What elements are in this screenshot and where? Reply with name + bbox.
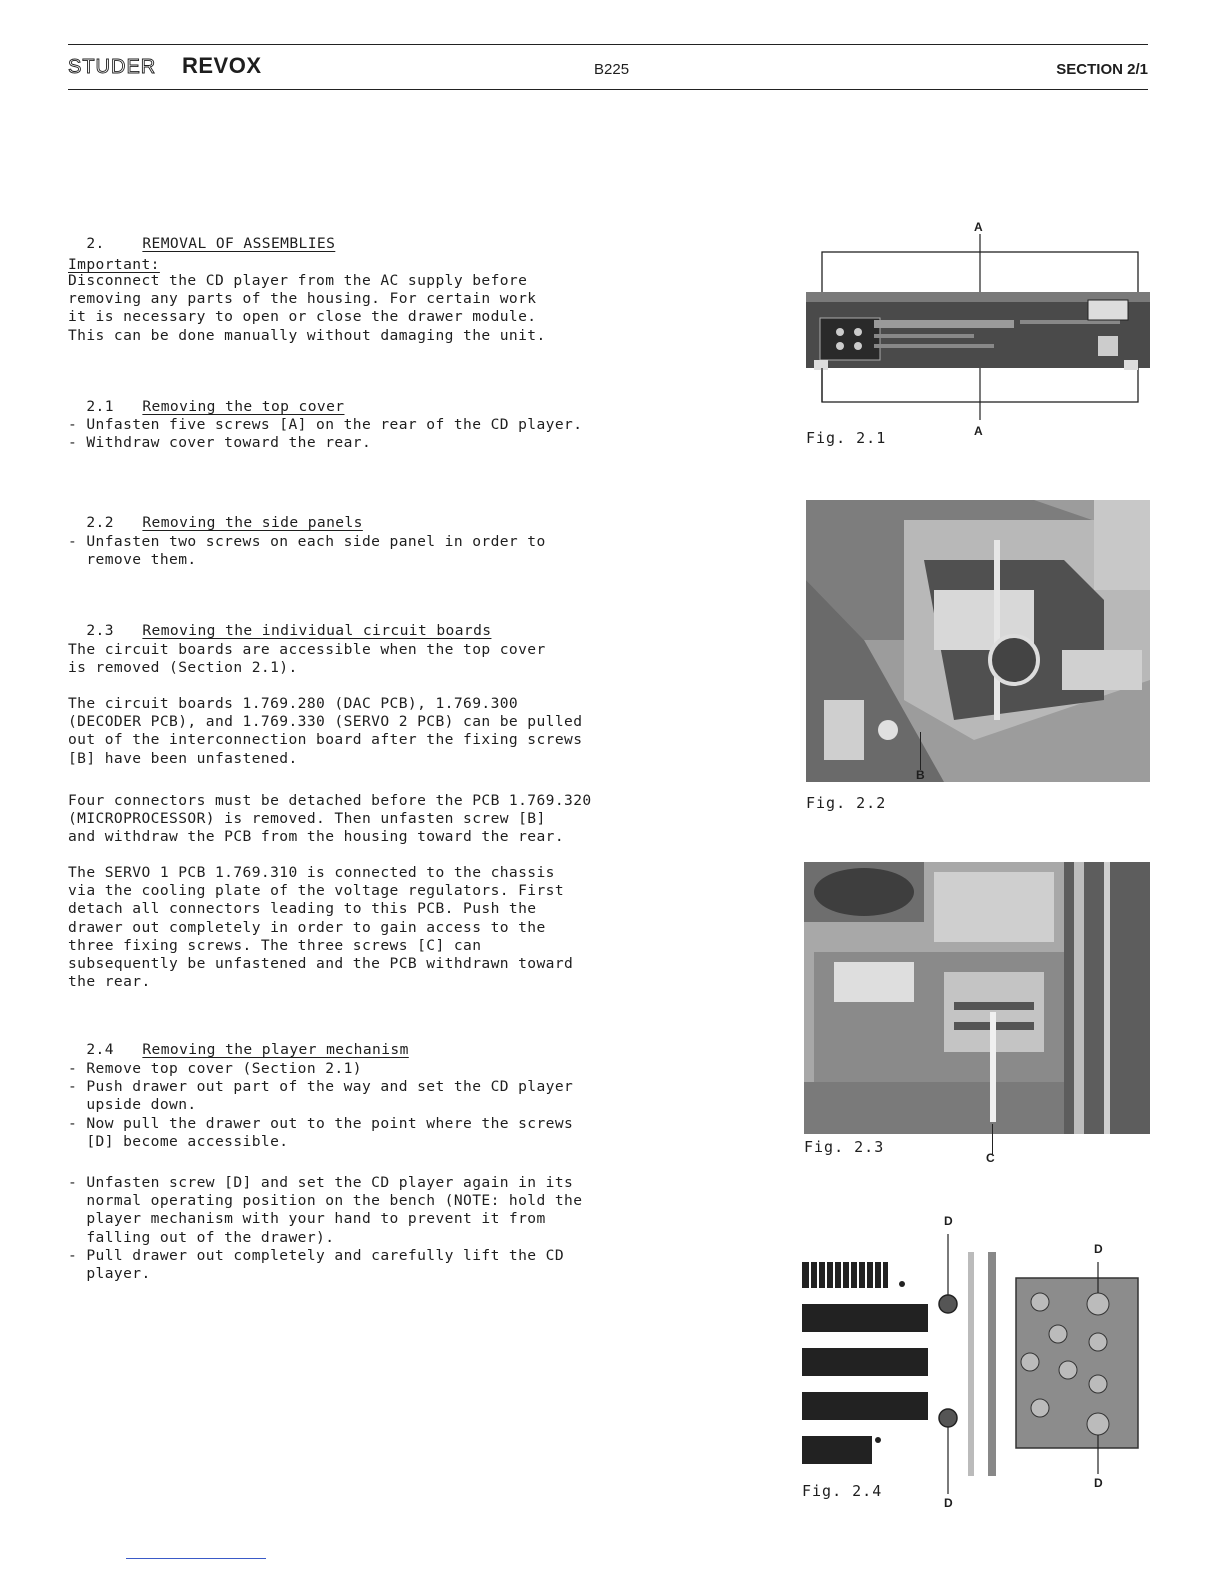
section-number: 2. xyxy=(86,235,105,252)
header-top-rule xyxy=(68,44,1148,45)
callout-d-top-left: D xyxy=(944,1214,953,1228)
figure-2-1-caption: Fig. 2.1 xyxy=(806,429,887,447)
mechanism-screws-drawing xyxy=(800,1212,1150,1512)
section-2-3-para-3: Four connectors must be detached before the PCB 1.769.320 (MICROPROCESSOR) is removed. Then unfasten screw [B] and withdraw the PCB from the housing toward the rear. xyxy=(68,792,592,846)
figure-2-1 xyxy=(804,220,1150,450)
section-title: REMOVAL OF ASSEMBLIES xyxy=(142,235,336,252)
figure-2-2 xyxy=(804,500,1150,816)
callout-a-top: A xyxy=(974,220,983,234)
section-2-4-heading xyxy=(68,1024,409,1058)
section-number: 2.4 xyxy=(86,1041,114,1058)
callout-d-top-right: D xyxy=(1094,1242,1103,1256)
section-title: Removing the individual circuit boards xyxy=(142,622,492,639)
section-2-2-heading xyxy=(68,497,363,531)
section-2-4-list-2: - Unfasten screw [D] and set the CD player again in its normal operating position on the bench (NOTE: hold the player mechanism with your hand to prevent it from falling out of the drawer). - Pull drawer out completely and carefully lift the CD player. xyxy=(68,1174,583,1283)
important-label: Important: xyxy=(68,256,160,273)
section-2-2-text: - Unfasten two screws on each side panel in order to remove them. xyxy=(68,533,546,569)
section-title: Removing the side panels xyxy=(142,514,363,531)
section-title: Removing the player mechanism xyxy=(142,1041,409,1058)
circuit-boards-photo xyxy=(804,500,1150,782)
callout-c-line xyxy=(992,1124,993,1154)
studer-logo: STUDER xyxy=(68,56,157,78)
rear-panel-drawing xyxy=(804,220,1150,420)
footer-rule xyxy=(126,1558,266,1559)
callout-c: C xyxy=(986,1151,995,1165)
figure-2-2-caption: Fig. 2.2 xyxy=(806,794,887,812)
callout-d-bottom-right: D xyxy=(1094,1476,1103,1490)
model-number: B225 xyxy=(594,61,630,78)
callout-b-line xyxy=(920,732,921,770)
callout-b: B xyxy=(916,768,925,782)
section-2-4-list-1: - Remove top cover (Section 2.1) - Push drawer out part of the way and set the CD player upside down. - Now pull the drawer out to the point where the screws [D] become accessible. xyxy=(68,1060,574,1150)
figure-2-4 xyxy=(800,1212,1150,1512)
section-2-3-heading xyxy=(68,605,491,639)
section-2-3-para-4: The SERVO 1 PCB 1.769.310 is connected to the chassis via the cooling plate of the voltage regulators. First detach all connectors leading to this PCB. Push the drawer out completely in order to gain access to the three fixing screws. The three screws [C] can subsequently be unfastened and the PCB withdrawn toward the rear. xyxy=(68,864,574,991)
section-2-heading xyxy=(68,218,335,252)
header-bottom-rule xyxy=(68,89,1148,90)
callout-d-bottom-left: D xyxy=(944,1496,953,1510)
section-number: 2.3 xyxy=(86,622,114,639)
figure-2-3 xyxy=(804,862,1150,1168)
figure-2-4-caption: Fig. 2.4 xyxy=(802,1482,883,1500)
servo-pcb-photo xyxy=(804,862,1150,1134)
section-number: 2.1 xyxy=(86,398,114,415)
figure-2-3-caption: Fig. 2.3 xyxy=(804,1138,885,1156)
section-number: 2.2 xyxy=(86,514,114,531)
section-title: Removing the top cover xyxy=(142,398,345,415)
section-2-3-para-1: The circuit boards are accessible when the top cover is removed (Section 2.1). xyxy=(68,641,546,677)
section-2-3-para-2: The circuit boards 1.769.280 (DAC PCB), 1.769.300 (DECODER PCB), and 1.769.330 (SERVO 2 PCB) can be pulled out of the interconnection board after the fixing screws [B] have been unfastened. xyxy=(68,695,583,767)
revox-logo: REVOX xyxy=(182,53,262,78)
section-2-1-heading xyxy=(68,381,344,415)
important-text: Disconnect the CD player from the AC supply before removing any parts of the housing. For certain work it is necessary to open or close the drawer module. This can be done manually without damaging the unit. xyxy=(68,272,546,344)
section-number: SECTION 2/1 xyxy=(1056,61,1148,78)
callout-a-bottom: A xyxy=(974,424,983,438)
section-2-1-text: - Unfasten five screws [A] on the rear of the CD player. - Withdraw cover toward the rear. xyxy=(68,416,583,452)
